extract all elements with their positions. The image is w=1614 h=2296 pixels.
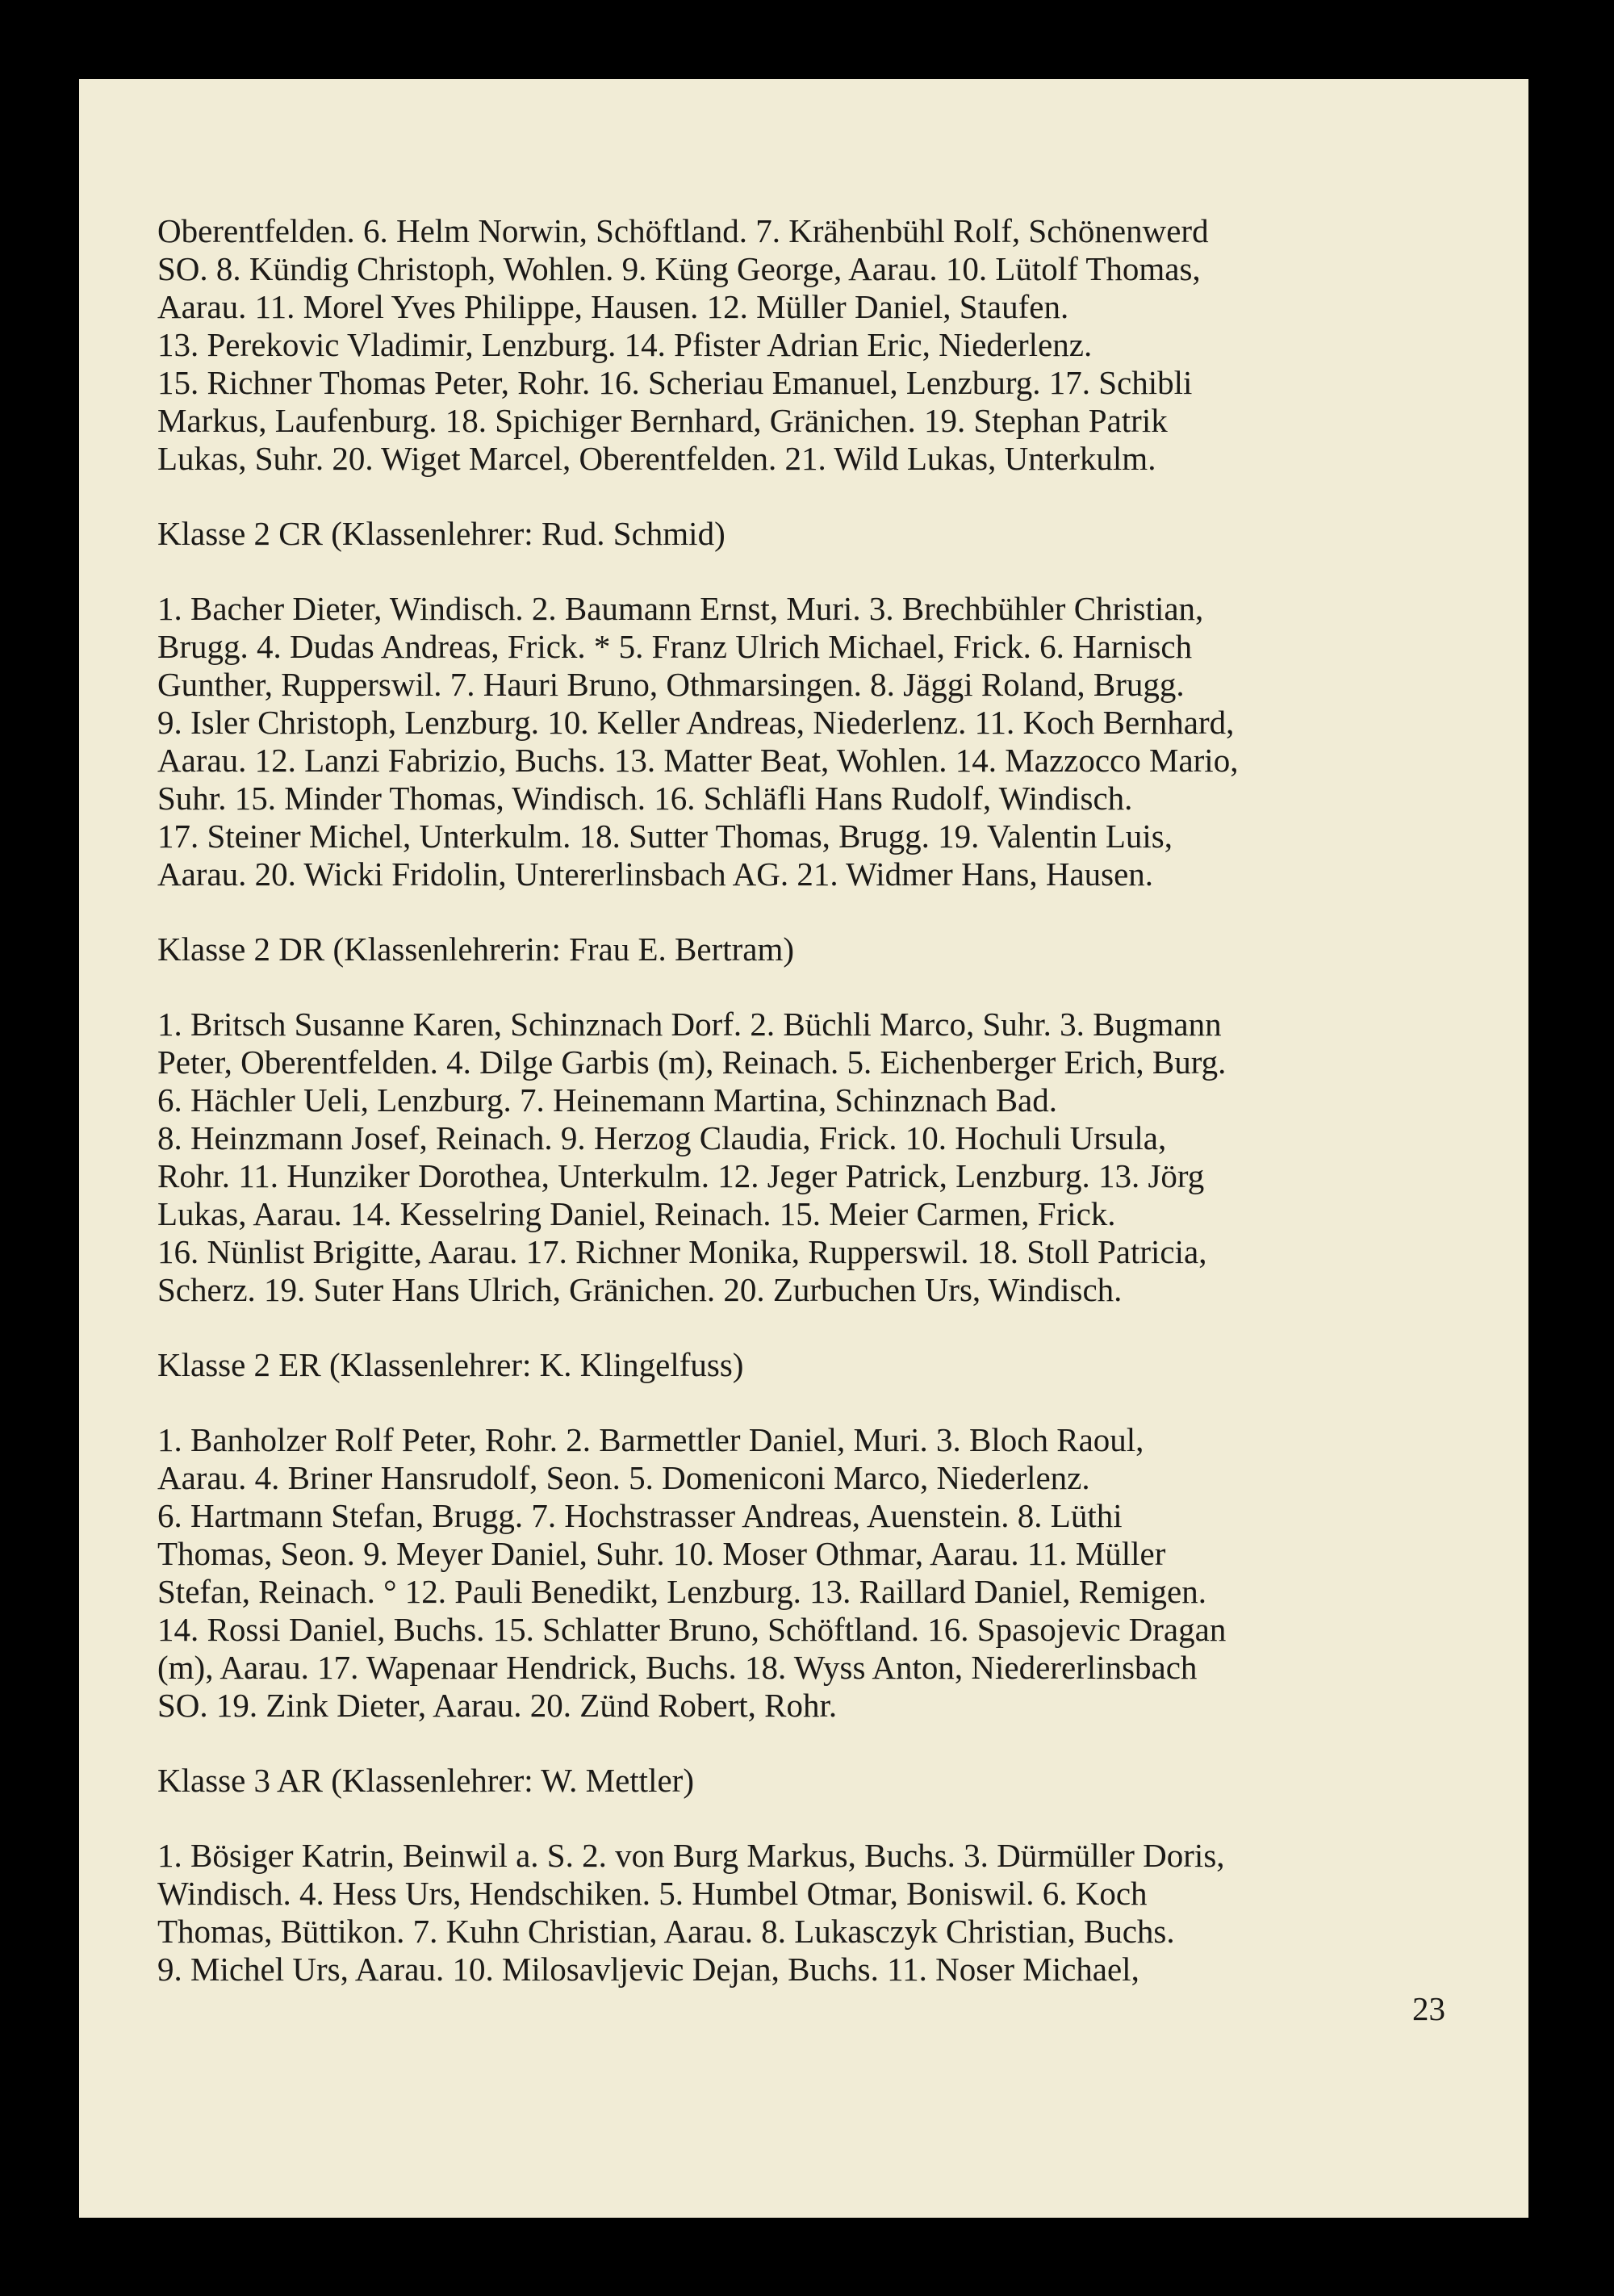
paragraph-gap (157, 478, 1497, 515)
section-heading: Klasse 3 AR (Klassenlehrer: W. Mettler) (157, 1762, 694, 1799)
text-line: 15. Richner Thomas Peter, Rohr. 16. Scheriau Emanuel, Lenzburg. 17. Schibli (157, 364, 1193, 401)
text-line: Scherz. 19. Suter Hans Ulrich, Gränichen. 20. Zurbuchen Urs, Windisch. (157, 1271, 1123, 1308)
text-line: 6. Hartmann Stefan, Brugg. 7. Hochstrasser Andreas, Auenstein. 8. Lüthi (157, 1497, 1123, 1534)
text-line: 17. Steiner Michel, Unterkulm. 18. Sutter Thomas, Brugg. 19. Valentin Luis, (157, 818, 1173, 855)
text-line: Oberentfelden. 6. Helm Norwin, Schöftland. 7. Krähenbühl Rolf, Schönenwerd (157, 212, 1209, 249)
text-line: 6. Hächler Ueli, Lenzburg. 7. Heinemann Martina, Schinznach Bad. (157, 1081, 1057, 1119)
paragraph-gap (157, 893, 1497, 931)
document-page (79, 79, 1528, 2218)
text-line: Stefan, Reinach. ° 12. Pauli Benedikt, Lenzburg. 13. Raillard Daniel, Remigen. (157, 1573, 1207, 1610)
paragraph-gap (157, 1309, 1497, 1346)
text-line: 13. Perekovic Vladimir, Lenzburg. 14. Pfister Adrian Eric, Niederlenz. (157, 326, 1093, 363)
text-line: 16. Nünlist Brigitte, Aarau. 17. Richner Monika, Rupperswil. 18. Stoll Patricia, (157, 1233, 1207, 1270)
text-line: 8. Heinzmann Josef, Reinach. 9. Herzog Claudia, Frick. 10. Hochuli Ursula, (157, 1119, 1167, 1156)
text-line: Aarau. 12. Lanzi Fabrizio, Buchs. 13. Matter Beat, Wohlen. 14. Mazzocco Mario, (157, 742, 1239, 779)
paragraph-gap (157, 1800, 1497, 1837)
section-heading: Klasse 2 DR (Klassenlehrerin: Frau E. Bertram) (157, 931, 795, 968)
text-line: (m), Aarau. 17. Wapenaar Hendrick, Buchs. 18. Wyss Anton, Niedererlinsbach (157, 1649, 1198, 1686)
text-line: 14. Rossi Daniel, Buchs. 15. Schlatter Bruno, Schöftland. 16. Spasojevic Dragan (157, 1611, 1227, 1648)
text-line: Peter, Oberentfelden. 4. Dilge Garbis (m), Reinach. 5. Eichenberger Erich, Burg. (157, 1043, 1227, 1081)
text-line: 9. Michel Urs, Aarau. 10. Milosavljevic Dejan, Buchs. 11. Noser Michael, (157, 1951, 1139, 1988)
text-line: Thomas, Seon. 9. Meyer Daniel, Suhr. 10. Moser Othmar, Aarau. 11. Müller (157, 1535, 1166, 1572)
text-line: 1. Britsch Susanne Karen, Schinznach Dorf. 2. Büchli Marco, Suhr. 3. Bugmann (157, 1006, 1222, 1043)
text-line: Rohr. 11. Hunziker Dorothea, Unterkulm. 12. Jeger Patrick, Lenzburg. 13. Jörg (157, 1157, 1205, 1194)
text-line: Gunther, Rupperswil. 7. Hauri Bruno, Othmarsingen. 8. Jäggi Roland, Brugg. (157, 666, 1185, 703)
text-line: Aarau. 4. Briner Hansrudolf, Seon. 5. Domeniconi Marco, Niederlenz. (157, 1459, 1090, 1496)
text-line: Lukas, Aarau. 14. Kesselring Daniel, Reinach. 15. Meier Carmen, Frick. (157, 1195, 1116, 1232)
paragraph-gap (157, 1725, 1497, 1762)
text-line: SO. 19. Zink Dieter, Aarau. 20. Zünd Robert, Rohr. (157, 1687, 838, 1724)
document-body (157, 212, 1497, 1989)
text-line: Brugg. 4. Dudas Andreas, Frick. * 5. Franz Ulrich Michael, Frick. 6. Harnisch (157, 628, 1193, 665)
text-line: 1. Bösiger Katrin, Beinwil a. S. 2. von Burg Markus, Buchs. 3. Dürmüller Doris, (157, 1837, 1225, 1874)
text-line: 9. Isler Christoph, Lenzburg. 10. Keller Andreas, Niederlenz. 11. Koch Bernhard, (157, 704, 1235, 741)
paragraph-gap (157, 1384, 1497, 1421)
paragraph-gap (157, 553, 1497, 590)
section-heading: Klasse 2 ER (Klassenlehrer: K. Klingelfuss) (157, 1346, 744, 1383)
paragraph-gap (157, 968, 1497, 1006)
text-line: Markus, Laufenburg. 18. Spichiger Bernhard, Gränichen. 19. Stephan Patrik (157, 402, 1168, 439)
text-line: Aarau. 20. Wicki Fridolin, Untererlinsbach AG. 21. Widmer Hans, Hausen. (157, 855, 1154, 893)
section-heading: Klasse 2 CR (Klassenlehrer: Rud. Schmid) (157, 515, 725, 552)
text-line: 1. Bacher Dieter, Windisch. 2. Baumann Ernst, Muri. 3. Brechbühler Christian, (157, 590, 1204, 627)
text-line: 1. Banholzer Rolf Peter, Rohr. 2. Barmettler Daniel, Muri. 3. Bloch Raoul, (157, 1421, 1144, 1458)
text-line: Windisch. 4. Hess Urs, Hendschiken. 5. Humbel Otmar, Boniswil. 6. Koch (157, 1875, 1148, 1912)
text-line: Thomas, Büttikon. 7. Kuhn Christian, Aarau. 8. Lukasczyk Christian, Buchs. (157, 1913, 1175, 1950)
page-number: 23 (1412, 1990, 1445, 2027)
text-line: SO. 8. Kündig Christoph, Wohlen. 9. Küng George, Aarau. 10. Lütolf Thomas, (157, 250, 1201, 287)
text-line: Suhr. 15. Minder Thomas, Windisch. 16. Schläfli Hans Rudolf, Windisch. (157, 780, 1133, 817)
text-line: Aarau. 11. Morel Yves Philippe, Hausen. 12. Müller Daniel, Staufen. (157, 288, 1069, 325)
text-line: Lukas, Suhr. 20. Wiget Marcel, Oberentfelden. 21. Wild Lukas, Unterkulm. (157, 440, 1156, 477)
